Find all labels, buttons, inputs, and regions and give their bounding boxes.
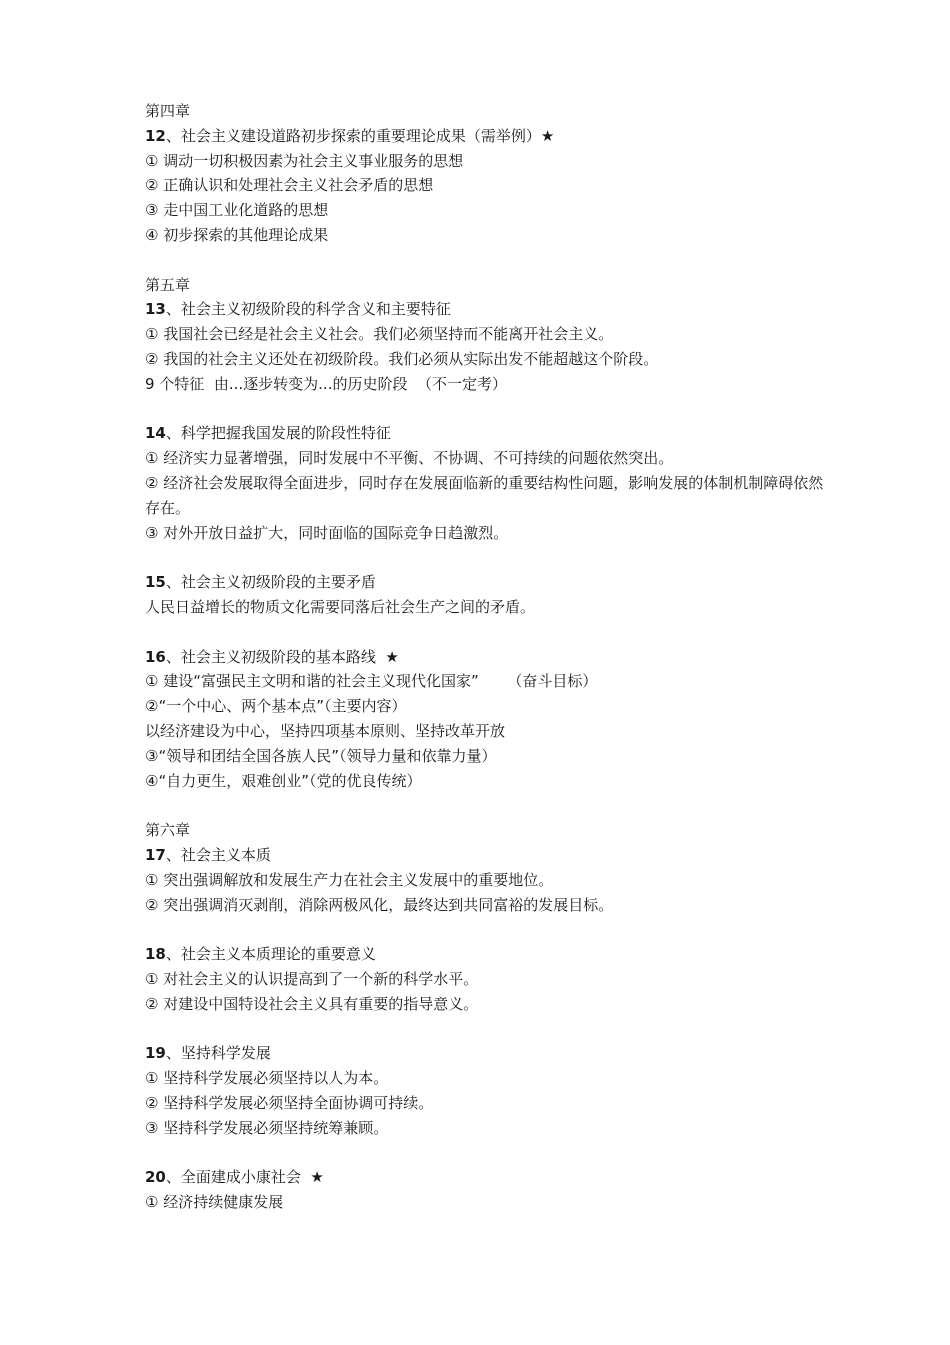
text-line: ② 对建设中国特设社会主义具有重要的指导意义。 [145,994,479,1013]
section-heading [145,942,835,967]
blank-line [145,1016,835,1041]
blank-line [145,620,835,645]
blank-line [145,917,835,942]
section-title: 、社会主义初级阶段的基本路线 ★ [165,647,399,666]
text-line: ② 我国的社会主义还处在初级阶段。我们必须从实际出发不能超越这个阶段。 [145,349,659,368]
text-line: ① 经济持续健康发展 [145,1193,284,1212]
text-line: ② 突出强调消灭剥削，消除两极风化，最终达到共同富裕的发展目标。 [145,895,614,914]
section-heading [145,570,835,595]
section-number: 18 [145,945,166,964]
blank-line [145,793,835,818]
section-number: 19 [145,1044,166,1063]
section-title: 、全面建成小康社会 ★ [165,1168,324,1187]
section-number: 17 [145,845,166,864]
text-line: ④“自力更生，艰难创业”（党的优良传统） [145,771,422,790]
section-heading [145,645,835,670]
section-title: 、社会主义本质 [165,845,271,864]
section-title: 、社会主义初级阶段的主要矛盾 [165,573,376,592]
section-number: 13 [145,300,166,319]
text-line: 第五章 [145,275,191,294]
text-line: ① 坚持科学发展必须坚持以人为本。 [145,1069,389,1088]
text-line: ① 建设“富强民主文明和谐的社会主义现代化国家” （奋斗目标） [145,672,598,691]
section-heading [145,124,835,149]
text-line: 第四章 [145,102,191,120]
blank-line [145,545,835,570]
section-title: 、社会主义本质理论的重要意义 [165,945,376,964]
text-line: 以经济建设为中心，坚持四项基本原则、坚持改革开放 [145,721,506,740]
text-line: ② 经济社会发展取得全面进步，同时存在发展面临新的重要结构性问题，影响发展的体制机制障碍依然存在。 [145,473,824,517]
section-title: 、社会主义建设道路初步探索的重要理论成果（需举例）★ [165,126,555,145]
blank-line [145,1140,835,1165]
blank-line [145,397,835,422]
section-number: 16 [145,647,166,666]
text-line: ① 对社会主义的认识提高到了一个新的科学水平。 [145,969,479,988]
section-heading [145,297,835,322]
text-line: ② 正确认识和处理社会主义社会矛盾的思想 [145,176,434,195]
text-line: ③ 走中国工业化道路的思想 [145,201,329,220]
section-number: 20 [145,1168,166,1187]
text-line: ②“一个中心、两个基本点”（主要内容） [145,697,407,716]
text-line: ③ 坚持科学发展必须坚持统筹兼顾。 [145,1118,389,1137]
text-line: 9 个特征 由...逐步转变为...的历史阶段 （不一定考） [145,374,507,393]
document-body [145,99,835,1215]
document-content [145,99,835,1215]
section-number: 12 [145,126,166,145]
text-line: ③“领导和团结全国各族人民”（领导力量和依靠力量） [145,746,497,765]
section-title: 、坚持科学发展 [165,1044,271,1063]
text-line: ① 调动一切积极因素为社会主义事业服务的思想 [145,151,464,170]
text-line: 第六章 [145,821,191,840]
section-number: 14 [145,424,166,443]
section-heading [145,1165,835,1190]
text-line: ② 坚持科学发展必须坚持全面协调可持续。 [145,1093,434,1112]
section-heading [145,1041,835,1066]
blank-line [145,248,835,273]
text-line: ③ 对外开放日益扩大，同时面临的国际竞争日趋激烈。 [145,523,509,542]
section-number: 15 [145,573,166,592]
section-title: 、科学把握我国发展的阶段性特征 [165,424,391,443]
text-line: ① 突出强调解放和发展生产力在社会主义发展中的重要地位。 [145,870,554,889]
section-heading [145,421,835,446]
section-title: 、社会主义初级阶段的科学含义和主要特征 [165,300,451,319]
section-heading [145,843,835,868]
text-line: ① 我国社会已经是社会主义社会。我们必须坚持而不能离开社会主义。 [145,325,614,344]
text-line: ④ 初步探索的其他理论成果 [145,225,329,244]
text-line: ① 经济实力显著增强，同时发展中不平衡、不协调、不可持续的问题依然突出。 [145,449,674,468]
text-line: 人民日益增长的物质文化需要同落后社会生产之间的矛盾。 [145,597,536,616]
